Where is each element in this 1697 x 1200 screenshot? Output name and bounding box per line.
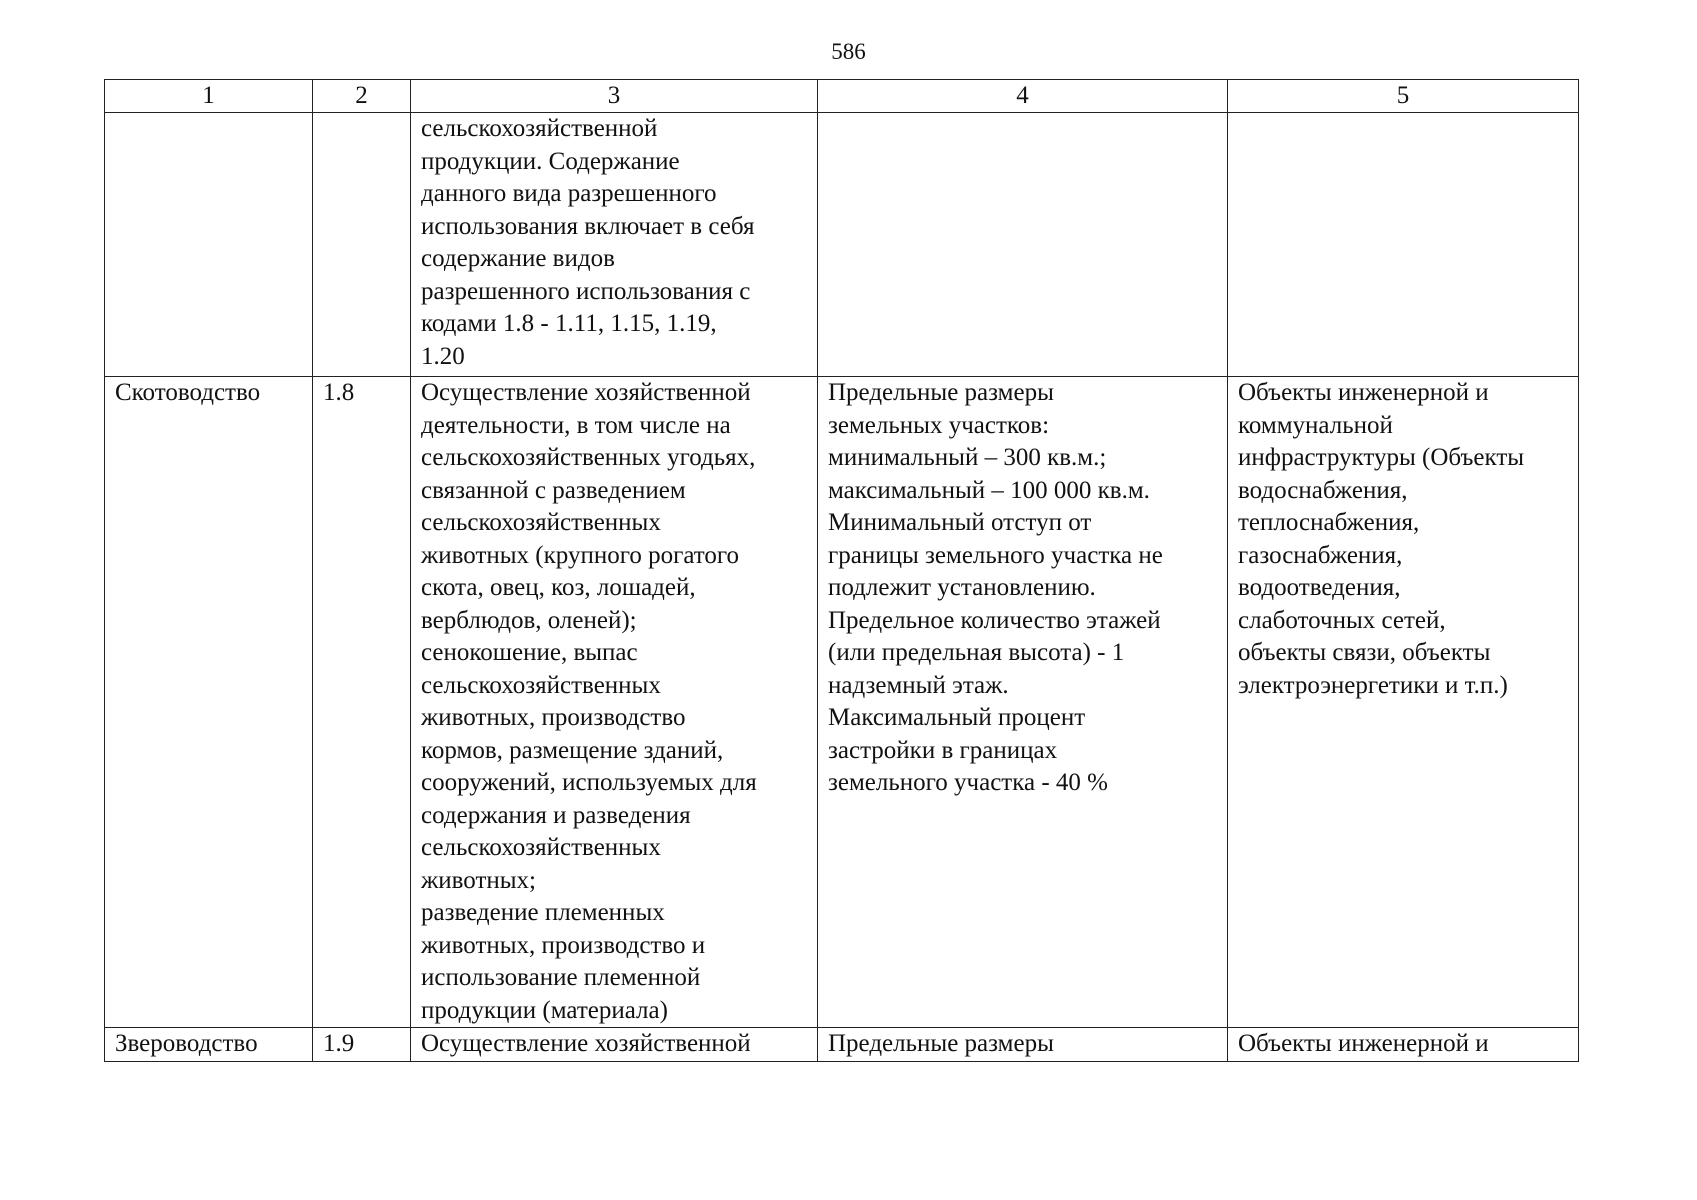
cell-text-line: Предельные размеры (828, 1030, 1054, 1057)
cell-text-line: сооружений, используемых для (421, 769, 757, 796)
parameters-cell (818, 377, 1228, 1028)
use-code-cell: 1.8 (313, 377, 411, 1028)
cell-text-line: животных, производство и (421, 931, 706, 959)
cell-text-line: застройки в границах (828, 736, 1058, 764)
cell-text-line: продукции (материала) (421, 996, 668, 1024)
cell-text-line: сельскохозяйственной (421, 115, 658, 142)
cell-text-line: надземный этаж. (828, 671, 1009, 699)
cell-text-line: подлежит установлению. (828, 574, 1096, 601)
cell-text-line: скота, овец, коз, лошадей, (421, 574, 696, 601)
cell-text-line: слаботочных сетей, (1238, 606, 1446, 634)
cell-text-line: Объекты инженерной и (1238, 379, 1489, 406)
cell-text-line: газоснабжения, (1238, 541, 1403, 569)
cell-text-line: 1.20 (421, 342, 465, 370)
cell-text-line: продукции. Содержание (421, 147, 680, 175)
cell-text-line: электроэнергетики и т.п.) (1238, 671, 1508, 699)
infrastructure-cell (1228, 377, 1579, 1028)
use-name-cell: Скотоводство (105, 377, 313, 1028)
land-use-table (104, 79, 1579, 1062)
cell-text-line: содержания и разведения (421, 801, 691, 829)
parameters-cell (818, 1028, 1228, 1062)
header-col-1: 1 (105, 80, 313, 113)
cell-text-line: сельскохозяйственных угодьях, (421, 444, 756, 471)
cell-text-line: разведение племенных (421, 899, 665, 926)
cell-text-line: водоснабжения, (1238, 476, 1408, 504)
document-table-wrapper (104, 79, 1579, 1062)
cell-text-line: данного вида разрешенного (421, 180, 717, 207)
cell-text-line: сельскохозяйственных (421, 671, 661, 699)
cell-text-line: Предельное количество этажей (828, 606, 1161, 634)
cell-text-line: максимальный – 100 000 кв.м. (828, 476, 1150, 504)
header-col-5: 5 (1228, 80, 1579, 113)
table-row-continuation (105, 113, 1579, 377)
use-name-cell (105, 113, 313, 377)
infrastructure-cell (1228, 1028, 1579, 1062)
cell-text-line: содержание видов (421, 245, 615, 272)
cell-text-line: границы земельного участка не (828, 541, 1163, 569)
header-col-2: 2 (313, 80, 411, 113)
cell-text-line: земельного участка - 40 % (828, 769, 1108, 796)
cell-text-line: сенокошение, выпас (421, 639, 638, 666)
cell-text-line: инфраструктуры (Объекты (1238, 444, 1525, 471)
description-cell (411, 1028, 818, 1062)
description-cell (411, 377, 818, 1028)
cell-text-line: использование племенной (421, 964, 701, 991)
cell-text-line: животных (крупного рогатого (421, 541, 740, 569)
use-code-cell (313, 113, 411, 377)
cell-text-line: Максимальный процент (828, 704, 1086, 731)
cell-text-line: связанной с разведением (421, 476, 686, 504)
cell-text-line: теплоснабжения, (1238, 509, 1420, 536)
cell-text-line: кормов, размещение зданий, (421, 736, 724, 764)
table-row-fur-farming (105, 1028, 1579, 1062)
cell-text-line: деятельности, в том числе на (421, 411, 731, 439)
use-code-cell: 1.9 (313, 1028, 411, 1062)
cell-text-line: водоотведения, (1238, 574, 1401, 601)
use-name-cell: Звероводство (105, 1028, 313, 1062)
infrastructure-cell (1228, 113, 1579, 377)
cell-text-line: кодами 1.8 - 1.11, 1.15, 1.19, (421, 310, 717, 337)
cell-text-line: верблюдов, оленей); (421, 606, 637, 634)
cell-text-line: Объекты инженерной и (1238, 1030, 1489, 1057)
table-row-livestock (105, 377, 1579, 1028)
description-cell (411, 113, 818, 377)
header-col-3: 3 (411, 80, 818, 113)
page-number: 586 (831, 39, 866, 64)
cell-text-line: Осуществление хозяйственной (421, 379, 751, 406)
cell-text-line: минимальный – 300 кв.м.; (828, 444, 1107, 471)
cell-text-line: сельскохозяйственных (421, 509, 661, 536)
cell-text-line: Осуществление хозяйственной (421, 1030, 751, 1057)
cell-text-line: коммунальной (1238, 411, 1393, 439)
parameters-cell (818, 113, 1228, 377)
cell-text-line: земельных участков: (828, 411, 1050, 439)
cell-text-line: животных, производство (421, 704, 686, 731)
cell-text-line: животных; (421, 866, 537, 894)
cell-text-line: Предельные размеры (828, 379, 1054, 406)
header-row (105, 80, 1579, 113)
cell-text-line: Минимальный отступ от (828, 509, 1092, 536)
cell-text-line: использования включает в себя (421, 212, 755, 240)
header-col-4: 4 (818, 80, 1228, 113)
cell-text-line: (или предельная высота) - 1 (828, 639, 1125, 666)
cell-text-line: объекты связи, объекты (1238, 639, 1491, 666)
cell-text-line: разрешенного использования с (421, 277, 751, 305)
cell-text-line: сельскохозяйственных (421, 834, 661, 861)
